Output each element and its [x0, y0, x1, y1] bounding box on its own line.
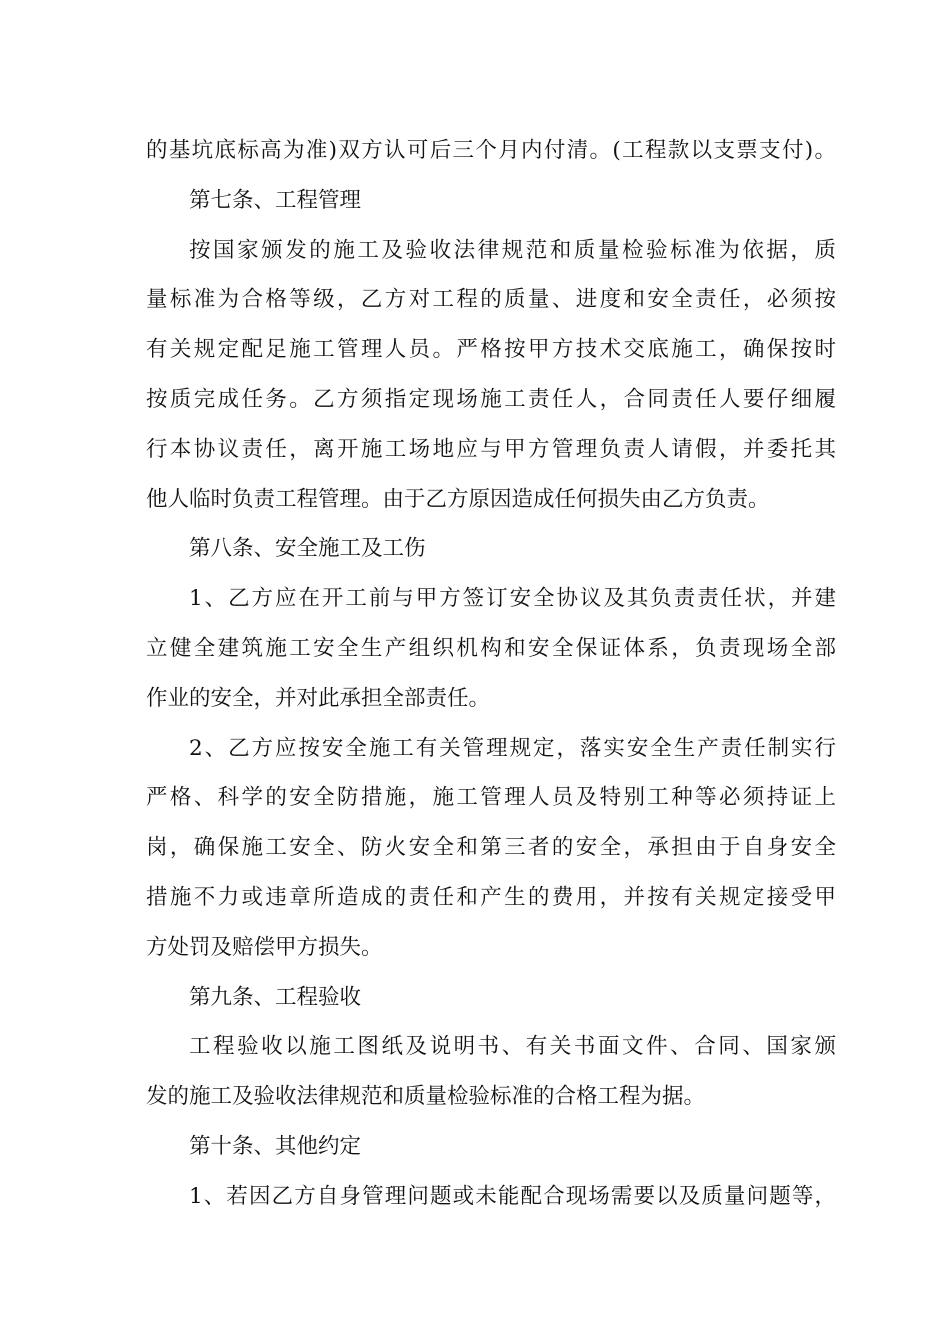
paragraph-line: 量标准为合格等级，乙方对工程的质量、进度和安全责任，必须按 [146, 287, 836, 313]
section-heading-8: 第八条、安全施工及工伤 [189, 536, 426, 562]
paragraph-line: 工程验收以施工图纸及说明书、有关书面文件、合同、国家颁 [189, 1034, 836, 1060]
paragraph-line: 2、乙方应按安全施工有关管理规定，落实安全生产责任制实行 [189, 735, 836, 761]
document-body [146, 126, 836, 1222]
section-heading-9: 第九条、工程验收 [189, 984, 362, 1010]
paragraph-line: 1、乙方应在开工前与甲方签订安全协议及其负责责任状，并建 [189, 586, 836, 612]
paragraph-line: 按国家颁发的施工及验收法律规范和质量检验标准为依据，质 [189, 237, 836, 263]
paragraph-line: 作业的安全，并对此承担全部责任。 [146, 685, 491, 711]
paragraph-line: 按质完成任务。乙方须指定现场施工责任人，合同责任人要仔细履 [146, 386, 836, 412]
paragraph-line: 他人临时负责工程管理。由于乙方原因造成任何损失由乙方负责。 [146, 486, 770, 512]
paragraph-line: 的基坑底标高为准)双方认可后三个月内付清。(工程款以支票支付)。 [146, 138, 836, 163]
paragraph-line: 方处罚及赔偿甲方损失。 [146, 934, 383, 960]
paragraph-line: 严格、科学的安全防措施，施工管理人员及特别工种等必须持证上 [146, 785, 836, 811]
paragraph-line: 措施不力或违章所造成的责任和产生的费用，并按有关规定接受甲 [146, 884, 836, 910]
section-heading-10: 第十条、其他约定 [189, 1133, 362, 1159]
paragraph-line: 立健全建筑施工安全生产组织机构和安全保证体系，负责现场全部 [146, 635, 836, 661]
paragraph-line: 有关规定配足施工管理人员。严格按甲方技术交底施工，确保按时 [146, 337, 836, 363]
paragraph-line: 行本协议责任，离开施工场地应与甲方管理负责人请假，并委托其 [146, 436, 836, 462]
paragraph-line: 1、若因乙方自身管理问题或未能配合现场需要以及质量问题等， [189, 1183, 836, 1209]
paragraph-line: 岗，确保施工安全、防火安全和第三者的安全，承担由于自身安全 [146, 835, 836, 861]
section-heading-7: 第七条、工程管理 [189, 187, 362, 213]
paragraph-line: 发的施工及验收法律规范和质量检验标准的合格工程为据。 [146, 1084, 706, 1110]
